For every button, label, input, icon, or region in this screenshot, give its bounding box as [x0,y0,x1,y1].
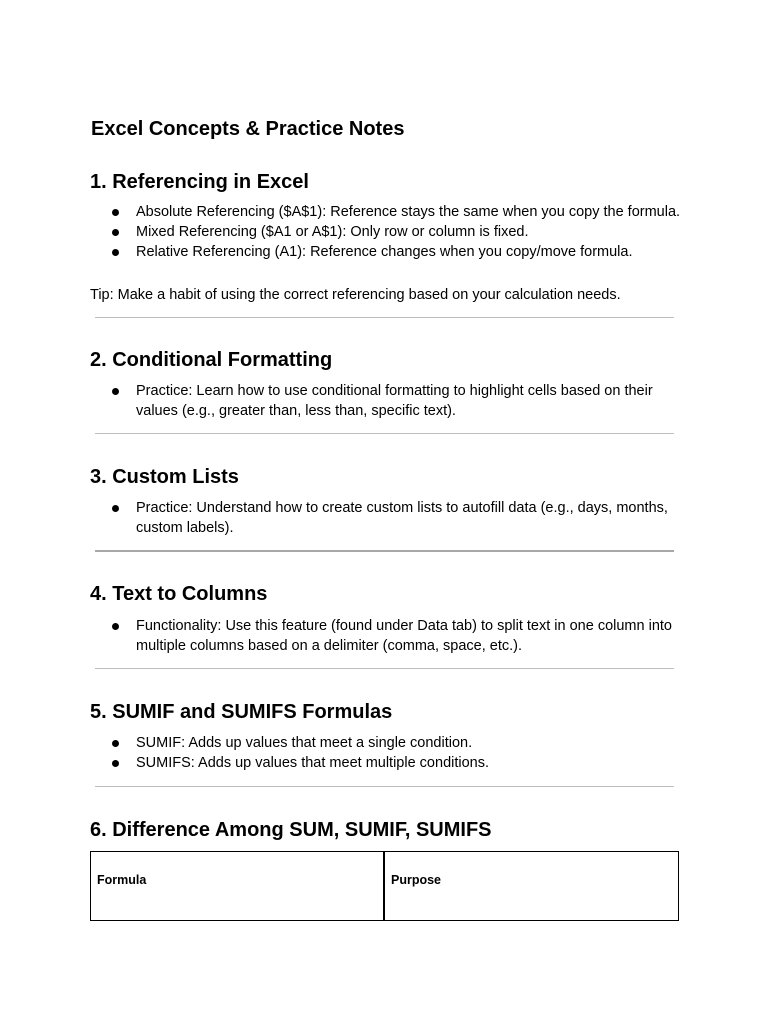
bullet-icon [112,249,119,256]
table-header-formula: Formula [91,852,385,920]
list-item [91,753,681,773]
list-item [91,498,681,538]
table-header-purpose: Purpose [391,873,442,887]
divider [95,668,674,669]
list-item [91,242,681,262]
bullet-icon [112,229,119,236]
document-title: Excel Concepts & Practice Notes [91,118,405,140]
section-heading-sumif-sumifs: 5. SUMIF and SUMIFS Formulas [90,701,393,723]
section-heading-conditional-formatting: 2. Conditional Formatting [90,349,333,371]
tip-text: Tip: Make a habit of using the correct referencing based on your calculation needs. [90,287,621,303]
bullet-list-text-to-columns [91,616,681,656]
bullet-icon [112,388,119,395]
list-item-text: Absolute Referencing ($A$1): Reference stays the same when you copy the formula. [136,204,681,220]
bullet-list-custom-lists [91,498,681,538]
section-heading-text-to-columns: 4. Text to Columns [90,583,268,605]
section-heading-custom-lists: 3. Custom Lists [90,466,239,488]
bullet-icon [112,209,119,216]
divider [95,786,674,787]
list-item-text: Practice: Understand how to create custom lists to autofill data (e.g., days, months, custom labels). [136,500,668,536]
list-item-text: Practice: Learn how to use conditional formatting to highlight cells based on their values (e.g., greater than, less than, specific text). [136,383,653,419]
list-item [91,733,681,753]
bullet-icon [112,505,119,512]
list-item [91,381,681,421]
divider [95,433,674,434]
bullet-icon [112,623,119,630]
divider [95,317,674,318]
bullet-list-conditional-formatting [91,381,681,421]
bullet-list-sumif-sumifs [91,733,681,773]
list-item [91,202,681,222]
list-item-text: Functionality: Use this feature (found under Data tab) to split text in one column into multiple columns based on a delimiter (comma, space, etc.). [136,618,672,654]
list-item [91,222,681,242]
divider [95,550,674,552]
list-item-text: SUMIFS: Adds up values that meet multiple conditions. [136,755,490,771]
list-item [91,616,681,656]
section-heading-difference: 6. Difference Among SUM, SUMIF, SUMIFS [90,819,492,841]
comparison-table [90,851,679,921]
section-heading-referencing: 1. Referencing in Excel [90,171,309,193]
list-item-text: Relative Referencing (A1): Reference changes when you copy/move formula. [136,244,633,260]
bullet-list-referencing [91,202,681,262]
bullet-icon [112,760,119,767]
list-item-text: Mixed Referencing ($A1 or A$1): Only row or column is fixed. [136,224,529,240]
bullet-icon [112,740,119,747]
list-item-text: SUMIF: Adds up values that meet a single condition. [136,735,473,751]
